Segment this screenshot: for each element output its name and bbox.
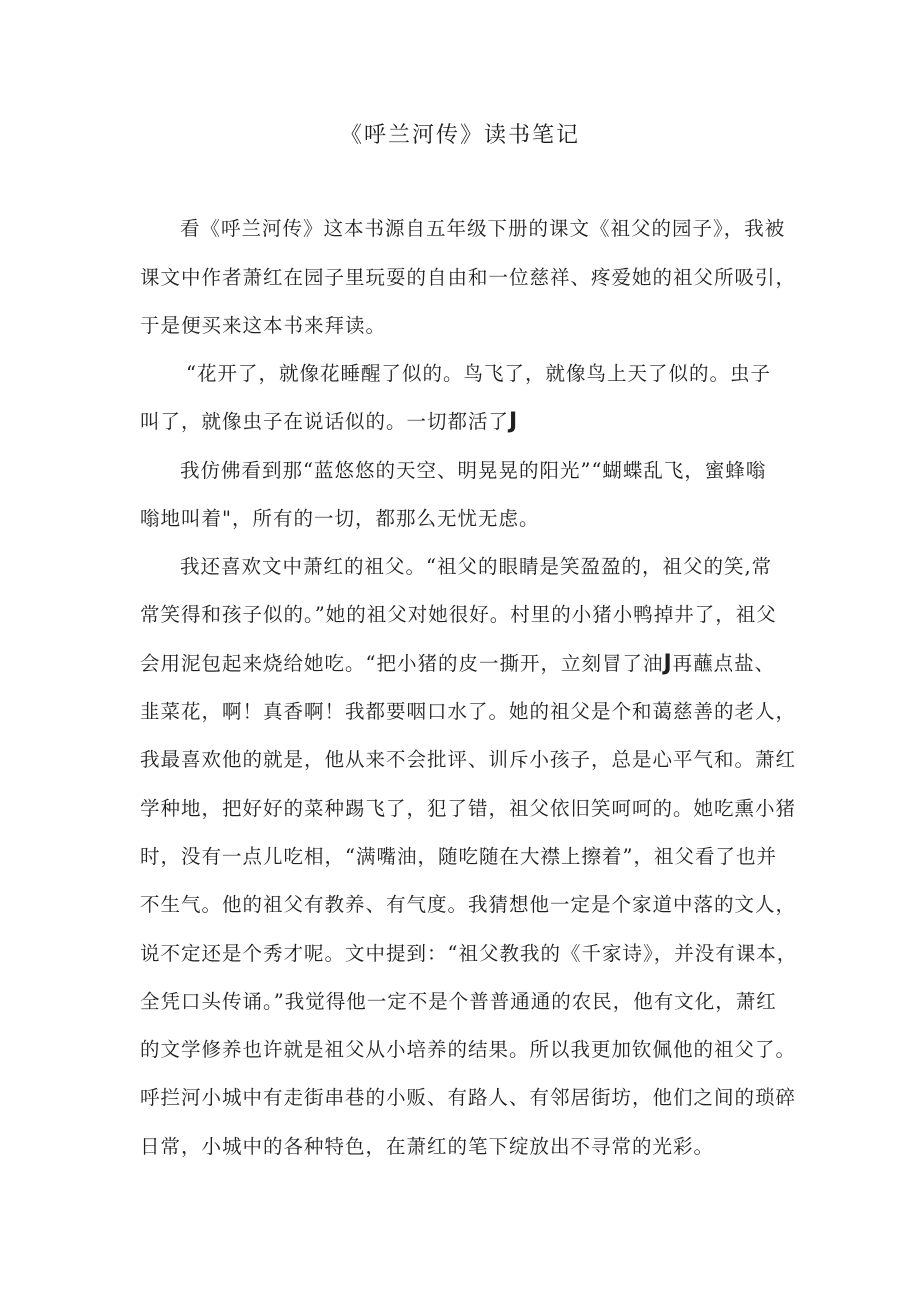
paragraph-4-line-3 bbox=[140, 649, 775, 679]
paragraph-1-line-2: 课文中作者萧红在园子里玩耍的自由和一位慈祥、疼爱她的祖父所吸引， bbox=[140, 266, 797, 289]
paragraph-2-line-2-text: 叫了，就像虫子在说话似的。一切都活了 bbox=[140, 410, 510, 433]
paragraph-4-line-10: 全凭口头传诵。”我觉得他一定不是个普普通通的农民，他有文化，萧红 bbox=[140, 990, 777, 1013]
paragraph-3-line-2: 嗡地叫着"，所有的一切，都那么无忧无虑。 bbox=[140, 507, 540, 530]
paragraph-4-line-9: 说不定还是个秀才呢。文中提到：“祖父教我的《千家诗》，并没有课本， bbox=[140, 942, 798, 965]
paragraph-4-line-8: 不生气。他的祖父有教养、有气度。我猜想他一定是个家道中落的文人， bbox=[140, 893, 797, 916]
paragraph-4-line-3-tail: 再蘸点盐、 bbox=[672, 652, 776, 675]
paragraph-4-line-3-text: 会用泥包起来烧给她吃。“把小猪的皮一撕开，立刻冒了油 bbox=[140, 652, 664, 675]
paragraph-1-line-1: 看《呼兰河传》这本书源自五年级下册的课文《祖父的园子》，我被 bbox=[180, 217, 786, 240]
document-title: 《呼兰河传》读书笔记 bbox=[339, 123, 580, 148]
paragraph-4-line-11: 的文学修养也许就是祖父从小培养的结果。所以我更加钦佩他的祖父了。 bbox=[140, 1038, 797, 1061]
paragraph-4-line-2: 常笑得和孩子似的。”她的祖父对她很好。村里的小猪小鸭掉井了，祖父 bbox=[140, 603, 777, 626]
paragraph-4-line-7: 时，没有一点儿吃相，“满嘴油，随吃随在大襟上擦着”，祖父看了也并 bbox=[140, 845, 777, 868]
paragraph-2-quote-mark: J bbox=[509, 409, 519, 434]
paragraph-4-line-1: 我还喜欢文中萧红的祖父。“祖父的眼睛是笑盈盈的，祖父的笑,常 bbox=[180, 555, 773, 578]
paragraph-4-line-4: 韭菜花，啊！真香啊！我都要咽口水了。她的祖父是个和蔼慈善的老人， bbox=[140, 700, 797, 723]
paragraph-4-line-6: 学种地，把好好的菜种踢飞了，犯了错，祖父依旧笑呵呵的。她吃熏小猪 bbox=[140, 797, 797, 820]
paragraph-2-line-2 bbox=[140, 407, 518, 437]
paragraph-4-line-5: 我最喜欢他的就是，他从来不会批评、训斥小孩子，总是心平气和。萧红 bbox=[140, 748, 797, 771]
paragraph-4-quote-mark: J bbox=[663, 651, 673, 676]
paragraph-4-line-13: 日常，小城中的各种特色，在萧红的笔下绽放出不寻常的光彩。 bbox=[140, 1135, 715, 1158]
paragraph-2-line-1: “花开了，就像花睡醒了似的。鸟飞了，就像鸟上天了似的。虫子 bbox=[186, 362, 771, 385]
paragraph-3-line-1: 我仿佛看到那“蓝悠悠的天空、明晃晃的阳光”“蝴蝶乱飞，蜜蜂嗡 bbox=[180, 459, 767, 482]
paragraph-4-line-12: 呼拦河小城中有走街串巷的小贩、有路人、有邻居街坊，他们之间的琐碎 bbox=[140, 1086, 797, 1109]
paragraph-1-line-3: 于是便买来这本书来拜读。 bbox=[140, 314, 387, 337]
